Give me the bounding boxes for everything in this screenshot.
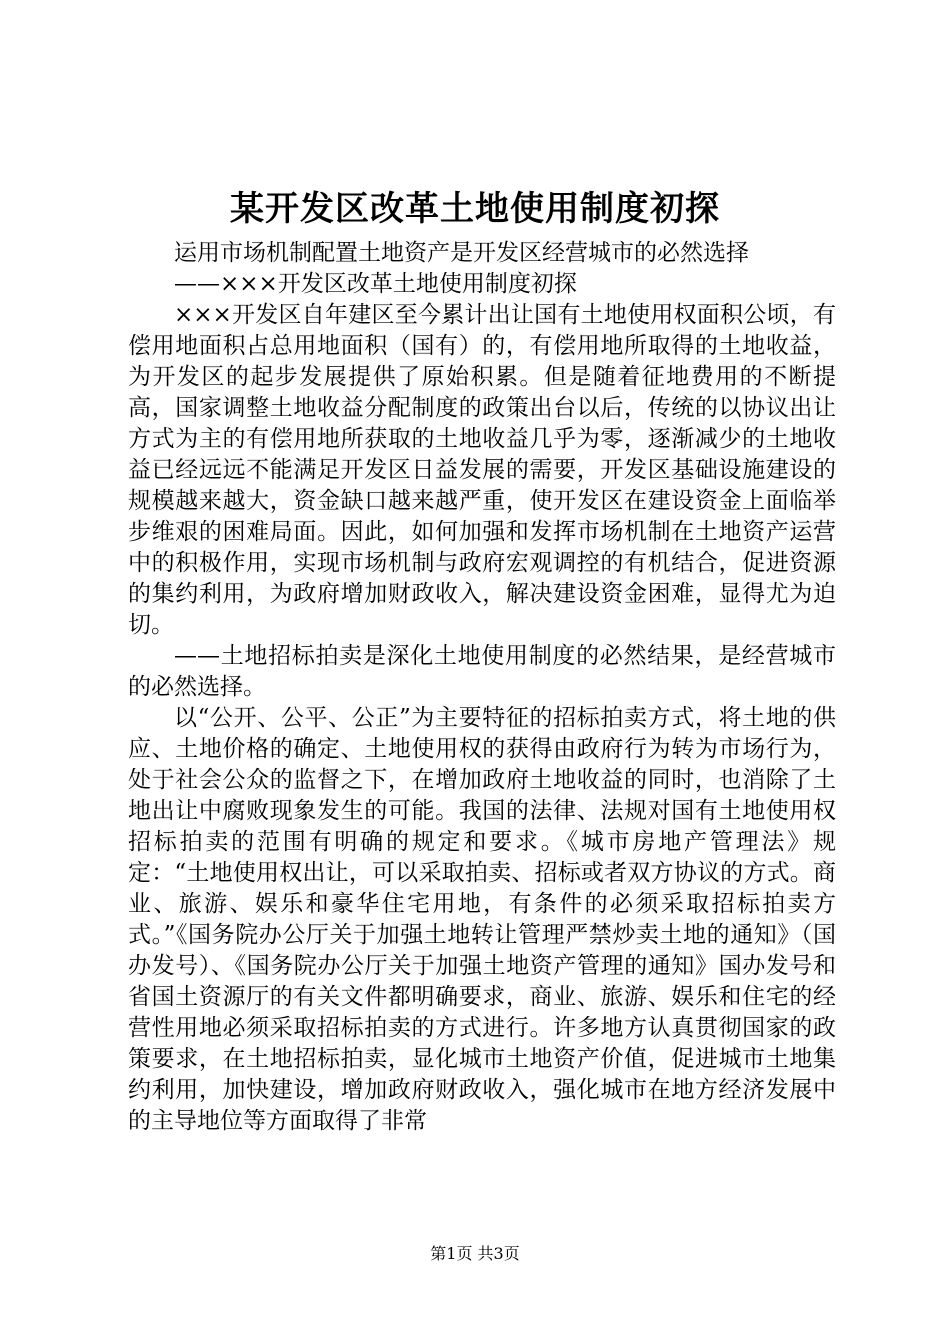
document-body — [128, 238, 836, 1137]
paragraph-intro: ×××开发区自年建区至今累计出让国有土地使用权面积公顷，有偿用地面积占总用地面积（国有）的，有偿用地所取得的土地收益，为开发区的起步发展提供了原始积累。但是随着征地费用的不断提高，国家调整土地收益分配制度的政策出台以后，传统的以协议出让方式为主的有偿用地所获取的土地收益几乎为零，逐渐减少的土地收益已经远远不能满足开发区日益发展的需要，开发区基础设施建设的规模越来越大，资金缺口越来越严重，使开发区在建设资金上面临举步维艰的困难局面。因此，如何加强和发挥市场机制在土地资产运营中的积极作用，实现市场机制与政府宏观调控的有机结合，促进资源的集约利用，为政府增加财政收入，解决建设资金困难，显得尤为迫切。 — [128, 302, 836, 638]
page-footer: 第1页 共3页 — [430, 1244, 520, 1263]
paragraph-subtitle: 运用市场机制配置土地资产是开发区经营城市的必然选择 — [174, 240, 749, 266]
paragraph-heading: ——土地招标拍卖是深化土地使用制度的必然结果，是经营城市的必然选择。 — [128, 643, 836, 700]
paragraph-main: 以“公开、公平、公正”为主要特征的招标拍卖方式，将土地的供应、土地价格的确定、土地使用权的获得由政府行为转为市场行为，处于社会公众的监督之下，在增加政府土地收益的同时，也消除了土地出让中腐败现象发生的可能。我国的法律、法规对国有土地使用权招标拍卖的范围有明确的规定和要求。《城市房地产管理法》规定：“土地使用权出让，可以采取拍卖、招标或者双方协议的方式。商业、旅游、娱乐和豪华住宅用地，有条件的必须采取招标拍卖方式。”《国务院办公厅关于加强土地转让管理严禁炒卖土地的通知》（国办发号）、《国务院办公厅关于加强土地资产管理的通知》国办发号和省国土资源厅的有关文件都明确要求，商业、旅游、娱乐和住宅的经营性用地必须采取招标拍卖的方式进行。许多地方认真贯彻国家的政策要求，在土地招标拍卖，显化城市土地资产价值，促进城市土地集约利用，加快建设，增加政府财政收入，强化城市在地方经济发展中的主导地位等方面取得了非常 — [128, 705, 836, 1134]
paragraph-subtitle-line2: ——×××开发区改革土地使用制度初探 — [174, 271, 577, 297]
document-title: 某开发区改革土地使用制度初探 — [230, 189, 720, 229]
